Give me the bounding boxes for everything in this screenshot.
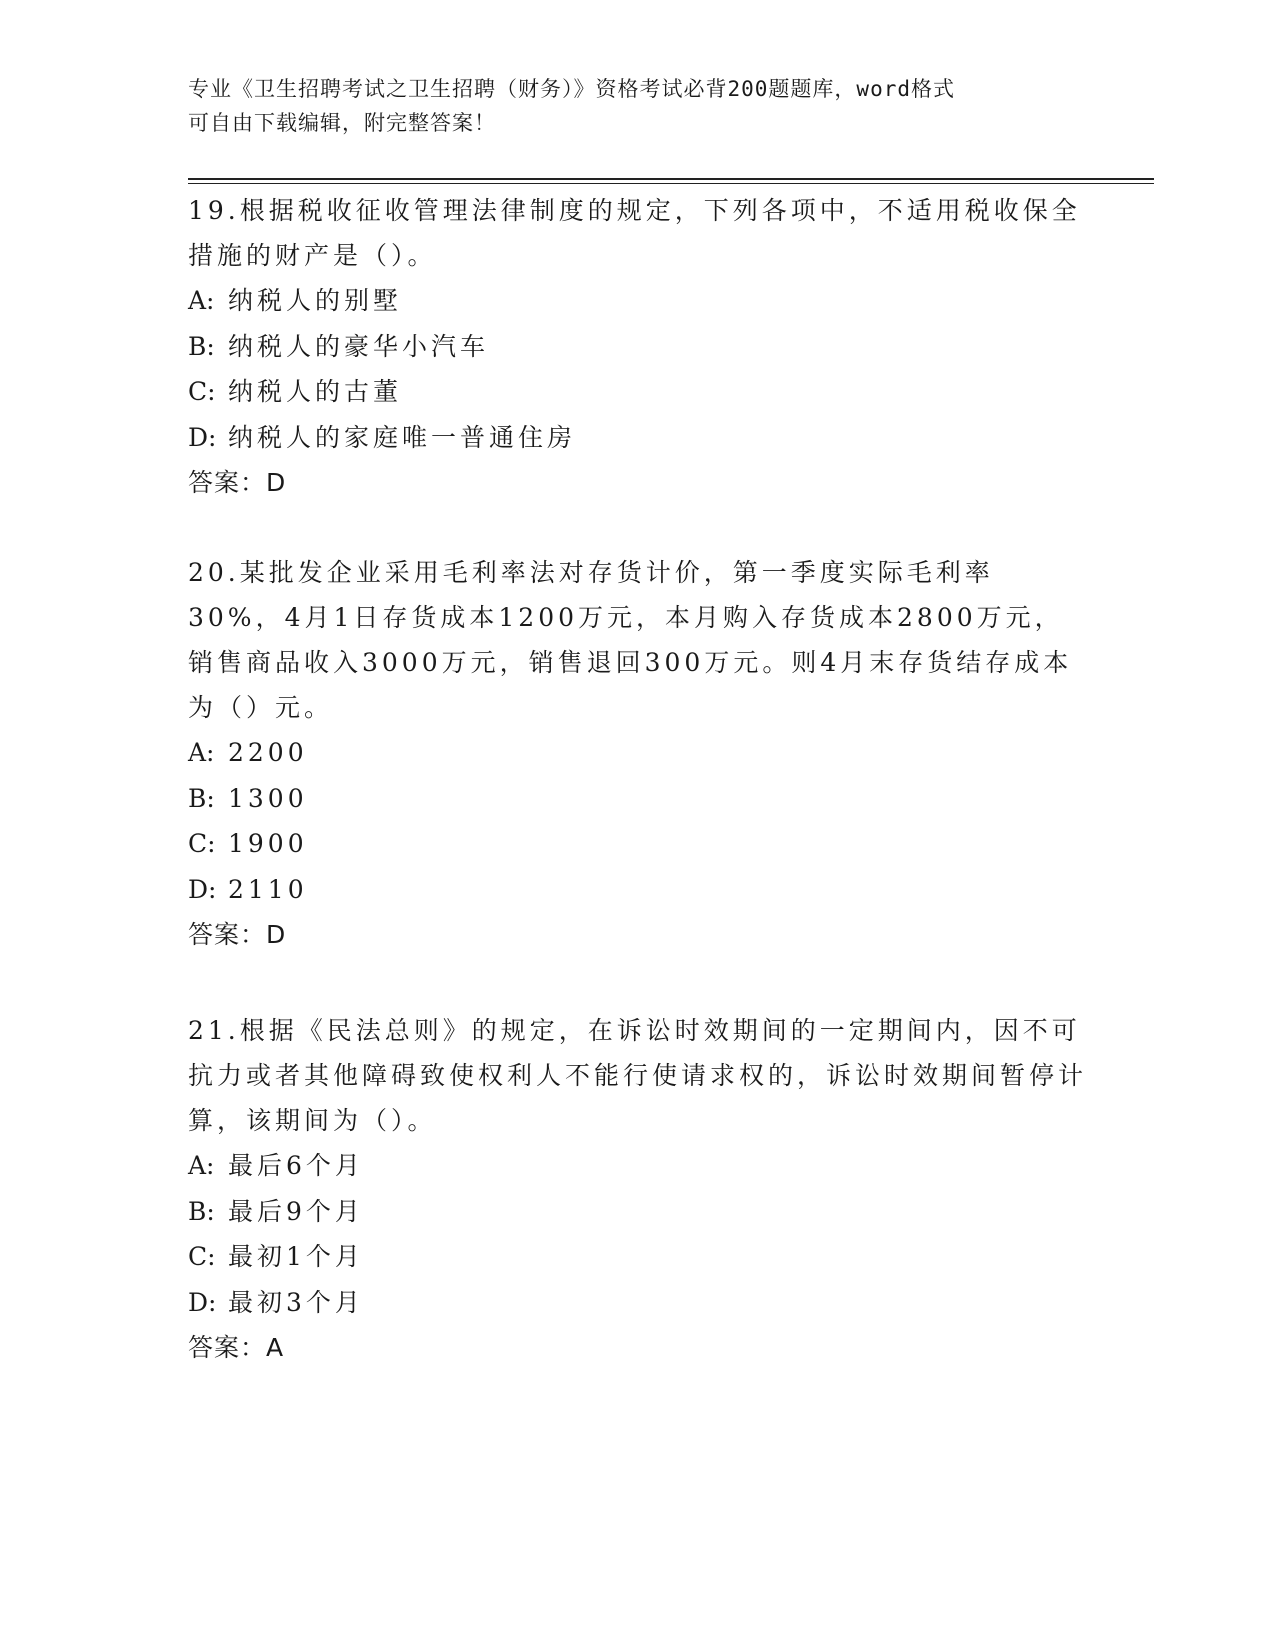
option-text: 1900: [228, 829, 308, 858]
option-letter: A:: [188, 286, 215, 315]
option-a: [188, 730, 1088, 776]
option-b: [188, 776, 1088, 822]
option-letter: B:: [188, 1196, 215, 1226]
option-text: 最后6个月: [228, 1151, 364, 1180]
option-text: 最初3个月: [228, 1287, 364, 1317]
option-text: 最初1个月: [228, 1242, 364, 1271]
option-letter: C:: [188, 1242, 216, 1271]
option-list: [188, 278, 1088, 460]
option-d: [188, 415, 1088, 461]
option-letter: A:: [188, 1151, 215, 1180]
option-a: [188, 278, 1088, 324]
option-letter: B:: [188, 331, 215, 361]
header-line-1: 专业《卫生招聘考试之卫生招聘（财务）》资格考试必背200题题库，word格式: [188, 77, 955, 101]
option-c: [188, 1234, 1088, 1280]
option-text: 纳税人的家庭唯一普通住房: [228, 422, 577, 452]
header-line-2: 可自由下载编辑，附完整答案！: [188, 111, 496, 135]
question-20: [188, 550, 1088, 958]
option-letter: D:: [188, 422, 217, 452]
answer-line: 答案：D: [188, 920, 287, 949]
option-text: 1300: [228, 783, 308, 813]
header-divider-thick: [188, 178, 1154, 180]
option-a: [188, 1143, 1088, 1189]
option-text: 2200: [228, 738, 308, 767]
option-d: [188, 1280, 1088, 1326]
question-stem: 21.根据《民法总则》的规定，在诉讼时效期间的一定期间内，因不可抗力或者其他障碍致使权利人不能行使请求权的，诉讼时效期间暂停计算，该期间为（）。: [188, 1016, 1088, 1135]
question-stem: 20.某批发企业采用毛利率法对存货计价，第一季度实际毛利率30%，4月1日存货成本1200万元，本月购入存货成本2800万元，销售商品收入3000万元，销售退回300万元。则4月末存货结存成本为（）元。: [188, 558, 1073, 722]
option-list: [188, 730, 1088, 912]
option-letter: C:: [188, 377, 216, 406]
option-b: [188, 324, 1088, 370]
option-letter: A:: [188, 738, 215, 767]
option-c: [188, 821, 1088, 867]
option-letter: D:: [188, 1287, 217, 1317]
option-letter: D:: [188, 874, 217, 904]
document-header: [188, 72, 1068, 140]
option-text: 2110: [228, 874, 308, 904]
option-letter: B:: [188, 783, 215, 813]
question-21: [188, 1008, 1088, 1371]
option-letter: C:: [188, 829, 216, 858]
option-b: [188, 1189, 1088, 1235]
option-list: [188, 1143, 1088, 1325]
option-c: [188, 369, 1088, 415]
answer-line: 答案：A: [188, 1333, 285, 1362]
option-text: 纳税人的豪华小汽车: [228, 331, 490, 361]
question-19: [188, 188, 1088, 506]
question-stem: 19.根据税收征收管理法律制度的规定，下列各项中，不适用税收保全措施的财产是（）。: [188, 196, 1081, 270]
option-text: 纳税人的别墅: [228, 286, 403, 315]
option-text: 最后9个月: [228, 1196, 364, 1226]
answer-line: 答案：D: [188, 468, 287, 497]
header-divider-thin: [188, 183, 1154, 184]
option-text: 纳税人的古董: [228, 377, 403, 406]
option-d: [188, 867, 1088, 913]
